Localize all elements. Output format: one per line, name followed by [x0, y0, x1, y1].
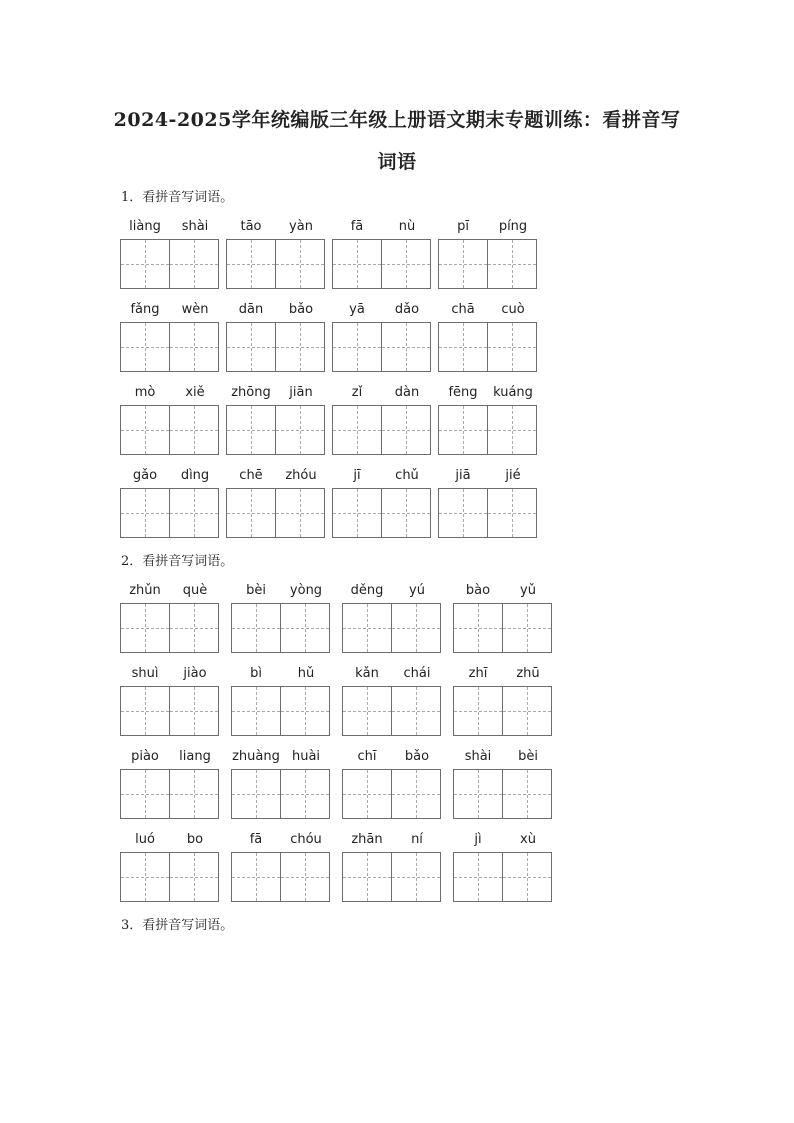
pinyin-word — [453, 666, 553, 736]
title-line-1: 2024-2025学年统编版三年级上册语文期末专题训练：看拼音写 — [113, 109, 681, 131]
pinyin-syllable: yú — [409, 583, 425, 598]
writing-box[interactable] — [381, 405, 431, 455]
writing-box[interactable] — [453, 769, 503, 819]
pinyin-word — [120, 666, 220, 736]
pinyin-syllable: pī — [457, 219, 469, 234]
question-3-label: 3．看拼音写词语。 — [121, 918, 234, 933]
writing-box[interactable] — [502, 852, 552, 902]
writing-box[interactable] — [231, 603, 281, 653]
pinyin-syllable: chǔ — [395, 468, 419, 483]
pinyin-word — [226, 468, 326, 538]
pinyin-word — [120, 468, 220, 538]
pinyin-syllable: jì — [474, 832, 482, 847]
pinyin-syllable: yǔ — [520, 583, 536, 598]
pinyin-syllable: zhān — [351, 832, 383, 847]
pinyin-syllable: chóu — [290, 832, 322, 847]
writing-box[interactable] — [487, 405, 537, 455]
pinyin-syllable: dǎo — [394, 302, 420, 317]
writing-box[interactable] — [275, 322, 325, 372]
writing-box[interactable] — [231, 686, 281, 736]
writing-box[interactable] — [120, 322, 170, 372]
writing-box[interactable] — [120, 769, 170, 819]
writing-box[interactable] — [391, 769, 441, 819]
pinyin-syllable: zǐ — [351, 385, 363, 400]
pinyin-word — [342, 749, 442, 819]
writing-box[interactable] — [381, 488, 431, 538]
pinyin-syllable: yā — [349, 302, 365, 317]
writing-box[interactable] — [381, 322, 431, 372]
pinyin-syllable: bào — [465, 583, 491, 598]
writing-box[interactable] — [120, 488, 170, 538]
pinyin-syllable: piào — [131, 749, 159, 764]
writing-box[interactable] — [120, 852, 170, 902]
writing-box[interactable] — [342, 769, 392, 819]
pinyin-syllable: ní — [411, 832, 423, 847]
pinyin-word — [231, 832, 331, 902]
pinyin-syllable: zhōng — [231, 385, 271, 400]
pinyin-syllable: fā — [249, 832, 263, 847]
pinyin-syllable: chī — [357, 749, 377, 764]
title-line-2: 词语 — [377, 151, 417, 173]
pinyin-syllable: bo — [186, 832, 204, 847]
pinyin-word — [120, 219, 220, 289]
question-1-label: 1．看拼音写词语。 — [121, 190, 234, 205]
writing-box[interactable] — [332, 405, 382, 455]
pinyin-syllable: fā — [350, 219, 364, 234]
pinyin-syllable: zhǔn — [129, 583, 161, 598]
pinyin-syllable: huài — [291, 749, 321, 764]
pinyin-syllable: bǎo — [404, 749, 430, 764]
writing-box[interactable] — [342, 852, 392, 902]
writing-box[interactable] — [391, 852, 441, 902]
writing-box[interactable] — [169, 322, 219, 372]
writing-box[interactable] — [332, 239, 382, 289]
pinyin-word — [226, 219, 326, 289]
pinyin-word — [226, 385, 326, 455]
writing-box[interactable] — [226, 239, 276, 289]
writing-box[interactable] — [120, 405, 170, 455]
pinyin-word — [438, 219, 538, 289]
pinyin-syllable: shài — [181, 219, 209, 234]
writing-box[interactable] — [487, 322, 537, 372]
pinyin-word — [342, 583, 442, 653]
pinyin-word — [332, 219, 432, 289]
writing-box[interactable] — [231, 769, 281, 819]
pinyin-syllable: cuò — [501, 302, 525, 317]
pinyin-syllable: píng — [498, 219, 528, 234]
pinyin-syllable: shuì — [131, 666, 159, 681]
pinyin-syllable: luó — [135, 832, 155, 847]
writing-box[interactable] — [226, 322, 276, 372]
pinyin-syllable: zhuàng — [232, 749, 280, 764]
pinyin-syllable: jiào — [183, 666, 207, 681]
pinyin-syllable: zhū — [516, 666, 540, 681]
pinyin-syllable: dìng — [180, 468, 210, 483]
writing-box[interactable] — [438, 488, 488, 538]
pinyin-syllable: bǎo — [288, 302, 314, 317]
pinyin-syllable: bèi — [246, 583, 266, 598]
pinyin-word — [332, 302, 432, 372]
writing-box[interactable] — [231, 852, 281, 902]
pinyin-syllable: jiān — [289, 385, 313, 400]
pinyin-syllable: jī — [353, 468, 361, 483]
pinyin-syllable: liàng — [129, 219, 161, 234]
writing-box[interactable] — [502, 686, 552, 736]
pinyin-syllable: xiě — [185, 385, 205, 400]
pinyin-word — [120, 583, 220, 653]
pinyin-word — [342, 666, 442, 736]
writing-box[interactable] — [280, 686, 330, 736]
pinyin-syllable: zhóu — [285, 468, 317, 483]
pinyin-syllable: wèn — [181, 302, 209, 317]
writing-box[interactable] — [169, 488, 219, 538]
pinyin-word — [438, 302, 538, 372]
writing-box[interactable] — [438, 322, 488, 372]
pinyin-word — [342, 832, 442, 902]
pinyin-syllable: yàn — [289, 219, 313, 234]
pinyin-word — [231, 583, 331, 653]
pinyin-syllable: kǎn — [355, 666, 379, 681]
writing-box[interactable] — [226, 488, 276, 538]
pinyin-word — [332, 468, 432, 538]
writing-box[interactable] — [169, 239, 219, 289]
pinyin-word — [120, 749, 220, 819]
pinyin-syllable: yòng — [289, 583, 323, 598]
pinyin-word — [438, 468, 538, 538]
pinyin-syllable: gǎo — [132, 468, 158, 483]
writing-box[interactable] — [120, 686, 170, 736]
writing-box[interactable] — [502, 603, 552, 653]
pinyin-word — [453, 583, 553, 653]
pinyin-syllable: shài — [464, 749, 492, 764]
pinyin-syllable: děng — [350, 583, 384, 598]
writing-box[interactable] — [280, 603, 330, 653]
pinyin-syllable: chē — [239, 468, 263, 483]
pinyin-syllable: xù — [520, 832, 536, 847]
writing-box[interactable] — [381, 239, 431, 289]
pinyin-syllable: jié — [505, 468, 521, 483]
pinyin-word — [453, 749, 553, 819]
pinyin-syllable: què — [182, 583, 208, 598]
writing-box[interactable] — [169, 686, 219, 736]
pinyin-syllable: hǔ — [297, 666, 315, 681]
writing-box[interactable] — [391, 686, 441, 736]
pinyin-word — [120, 302, 220, 372]
writing-box[interactable] — [120, 603, 170, 653]
writing-box[interactable] — [453, 603, 503, 653]
writing-box[interactable] — [453, 852, 503, 902]
writing-box[interactable] — [275, 239, 325, 289]
pinyin-syllable: bèi — [518, 749, 538, 764]
pinyin-syllable: zhī — [468, 666, 488, 681]
writing-box[interactable] — [332, 322, 382, 372]
pinyin-syllable: dàn — [394, 385, 420, 400]
pinyin-syllable: fǎng — [130, 302, 160, 317]
pinyin-word — [332, 385, 432, 455]
pinyin-syllable: liang — [179, 749, 211, 764]
writing-box[interactable] — [342, 603, 392, 653]
writing-box[interactable] — [342, 686, 392, 736]
writing-box[interactable] — [169, 603, 219, 653]
writing-box[interactable] — [169, 769, 219, 819]
pinyin-word — [120, 385, 220, 455]
writing-box[interactable] — [226, 405, 276, 455]
writing-box[interactable] — [438, 239, 488, 289]
pinyin-syllable: kuáng — [493, 385, 533, 400]
pinyin-word — [231, 666, 331, 736]
pinyin-word — [453, 832, 553, 902]
pinyin-word — [231, 749, 331, 819]
writing-box[interactable] — [169, 405, 219, 455]
pinyin-word — [438, 385, 538, 455]
writing-box[interactable] — [280, 769, 330, 819]
question-2-label: 2．看拼音写词语。 — [121, 554, 234, 569]
writing-box[interactable] — [391, 603, 441, 653]
pinyin-syllable: mò — [134, 385, 156, 400]
writing-box[interactable] — [169, 852, 219, 902]
pinyin-syllable: tāo — [240, 219, 262, 234]
writing-box[interactable] — [438, 405, 488, 455]
pinyin-syllable: dān — [238, 302, 264, 317]
writing-box[interactable] — [275, 488, 325, 538]
pinyin-word — [120, 832, 220, 902]
writing-box[interactable] — [502, 769, 552, 819]
pinyin-word — [226, 302, 326, 372]
pinyin-syllable: bì — [250, 666, 262, 681]
writing-box[interactable] — [487, 488, 537, 538]
pinyin-syllable: fēng — [448, 385, 478, 400]
writing-box[interactable] — [332, 488, 382, 538]
writing-box[interactable] — [120, 239, 170, 289]
pinyin-syllable: jiā — [455, 468, 471, 483]
writing-box[interactable] — [275, 405, 325, 455]
pinyin-syllable: chā — [451, 302, 475, 317]
pinyin-syllable: nù — [398, 219, 416, 234]
pinyin-syllable: chái — [403, 666, 431, 681]
writing-box[interactable] — [280, 852, 330, 902]
writing-box[interactable] — [453, 686, 503, 736]
writing-box[interactable] — [487, 239, 537, 289]
